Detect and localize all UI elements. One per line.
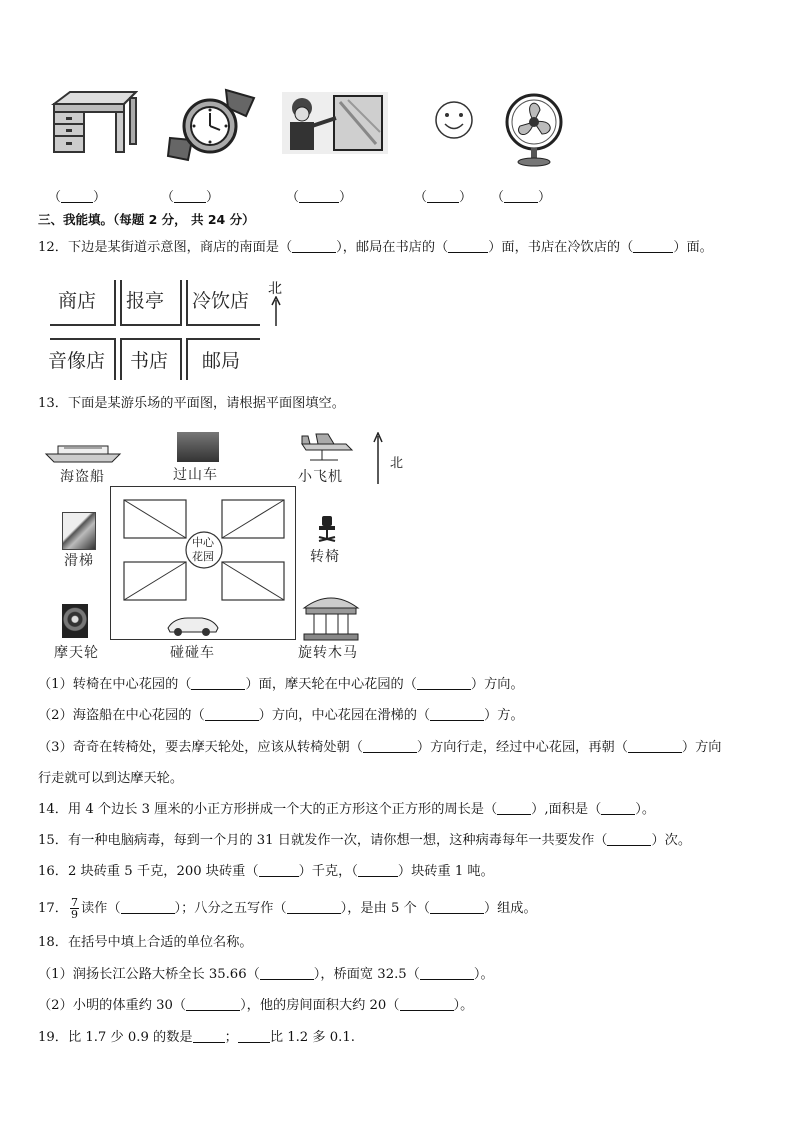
- picture-answer-blank-4[interactable]: （ ）: [414, 190, 473, 205]
- roller-coaster-icon: [177, 432, 219, 462]
- north-arrow-icon: [270, 296, 282, 326]
- park-map: [40, 426, 420, 666]
- q17-blank-2[interactable]: [287, 900, 341, 914]
- q17-blank-3[interactable]: [430, 900, 484, 914]
- q14-blank-1[interactable]: [497, 801, 531, 815]
- picture-answer-blank-1[interactable]: （ ）: [48, 190, 107, 205]
- fan-picture: [502, 92, 566, 168]
- picture-answer-blank-5[interactable]: （ ）: [491, 190, 552, 205]
- question-13-part-2: （2）海盗船在中心花园的（ ）方向，中心花园在滑梯的（ ）方。: [38, 708, 524, 723]
- small-plane-icon: [298, 430, 354, 464]
- map-cell-newsstand: 报亭: [126, 290, 165, 312]
- question-18-part-2: （2）小明的体重约 30（ ），他的房间面积大约 20（ ）。: [38, 998, 474, 1013]
- question-13-part-3-cont: 行走就可以到达摩天轮。: [38, 771, 184, 786]
- slide-icon: [62, 512, 96, 550]
- center-garden-label-1: 中心: [192, 536, 214, 549]
- street-map: [48, 278, 298, 384]
- small-plane-label: 小飞机: [298, 469, 343, 485]
- map-cell-audio-video-store: 音像店: [48, 350, 106, 372]
- q13-p1-blank-1[interactable]: [191, 676, 245, 690]
- question-18-part-1: （1）润扬长江公路大桥全长 35.66（ ），桥面宽 32.5（ ）。: [38, 967, 494, 982]
- slide-label: 滑梯: [64, 553, 94, 569]
- picture-answer-blank-2[interactable]: （ ）: [161, 190, 220, 205]
- ferris-wheel-label: 摩天轮: [54, 645, 99, 661]
- question-14: 14．用 4 个边长 3 厘米的小正方形拼成一个大的正方形这个正方形的周长是（ ）,面积是（ ）。: [38, 802, 656, 817]
- q17-blank-1[interactable]: [121, 900, 175, 914]
- desk-picture: [50, 90, 138, 154]
- north-arrow-icon: [372, 432, 384, 484]
- map-cell-cold-drink-shop: 冷饮店: [192, 290, 250, 312]
- carousel-icon: [302, 592, 360, 642]
- carousel-label: 旋转木马: [298, 645, 358, 661]
- map-cell-bookstore: 书店: [130, 350, 169, 372]
- q13-p3-blank-2[interactable]: [628, 739, 682, 753]
- north-label: 北: [390, 456, 404, 471]
- q13-p1-blank-2[interactable]: [417, 676, 471, 690]
- q12-blank-3[interactable]: [633, 239, 673, 253]
- window-boy-picture: [282, 92, 388, 154]
- pirate-ship-label: 海盗船: [60, 469, 105, 485]
- section-title: 三、我能填。（每题 2 分， 共 24 分）: [38, 212, 255, 227]
- question-15: 15．有一种电脑病毒，每到一个月的 31 日就发作一次，请你想一想，这种病毒每年一共要发作（ ）次。: [38, 833, 692, 848]
- question-16: 16．2 块砖重 5 千克，200 块砖重（ ）千克，（ ）块砖重 1 吨。: [38, 864, 494, 879]
- q13-p2-blank-1[interactable]: [205, 707, 259, 721]
- q15-blank[interactable]: [607, 832, 651, 846]
- question-18-intro: 18．在括号中填上合适的单位名称。: [38, 935, 253, 950]
- q12-blank-2[interactable]: [448, 239, 488, 253]
- q18-p1-blank-1[interactable]: [260, 966, 314, 980]
- question-19: 19．比 1.7 少 0.9 的数是 ； 比 1.2 多 0.1.: [38, 1030, 355, 1045]
- roller-coaster-label: 过山车: [173, 467, 218, 483]
- q18-p2-blank-1[interactable]: [186, 997, 240, 1011]
- map-cell-store: 商店: [58, 290, 97, 312]
- fraction-seven-ninths: $\frac{7}{9}$: [70, 896, 78, 921]
- swivel-chair-icon: [316, 514, 338, 544]
- center-garden-label-2: 花园: [192, 550, 214, 563]
- q18-p1-blank-2[interactable]: [420, 966, 474, 980]
- question-13-intro: 13．下面是某游乐场的平面图，请根据平面图填空。: [38, 396, 345, 411]
- q19-blank-1[interactable]: [193, 1029, 225, 1043]
- watch-picture: [166, 86, 258, 164]
- question-17: 17． $\frac{7}{9}$ 读作（ ）；八分之五写作（ ），是由 5 个（ ）组成。: [38, 896, 537, 921]
- map-cell-post-office: 邮局: [202, 350, 241, 372]
- q13-p2-blank-2[interactable]: [430, 707, 484, 721]
- bumper-car-icon: [164, 614, 220, 638]
- q14-blank-2[interactable]: [601, 801, 635, 815]
- question-12: 12．下边是某街道示意图，商店的南面是（ ），邮局在书店的（ ）面，书店在冷饮店的（ ）面。: [38, 240, 713, 255]
- q19-blank-2[interactable]: [238, 1029, 270, 1043]
- q16-blank-2[interactable]: [358, 863, 398, 877]
- question-13-part-1: （1）转椅在中心花园的（ ）面，摩天轮在中心花园的（ ）方向。: [38, 677, 524, 692]
- swivel-chair-label: 转椅: [310, 549, 340, 565]
- question-13-part-3: （3）奇奇在转椅处，要去摩天轮处，应该从转椅处朝（ ）方向行走，经过中心花园，再朝（ ）方向: [38, 740, 722, 755]
- q12-blank-1[interactable]: [292, 239, 336, 253]
- q18-p2-blank-2[interactable]: [400, 997, 454, 1011]
- pirate-ship-icon: [44, 438, 124, 464]
- q13-p3-blank-1[interactable]: [363, 739, 417, 753]
- q16-blank-1[interactable]: [259, 863, 299, 877]
- smiley-face-picture: [434, 100, 474, 140]
- ferris-wheel-icon: [62, 604, 88, 638]
- bumper-car-label: 碰碰车: [170, 645, 215, 661]
- north-label: 北: [268, 281, 282, 297]
- picture-answer-blank-3[interactable]: （ ）: [286, 190, 353, 205]
